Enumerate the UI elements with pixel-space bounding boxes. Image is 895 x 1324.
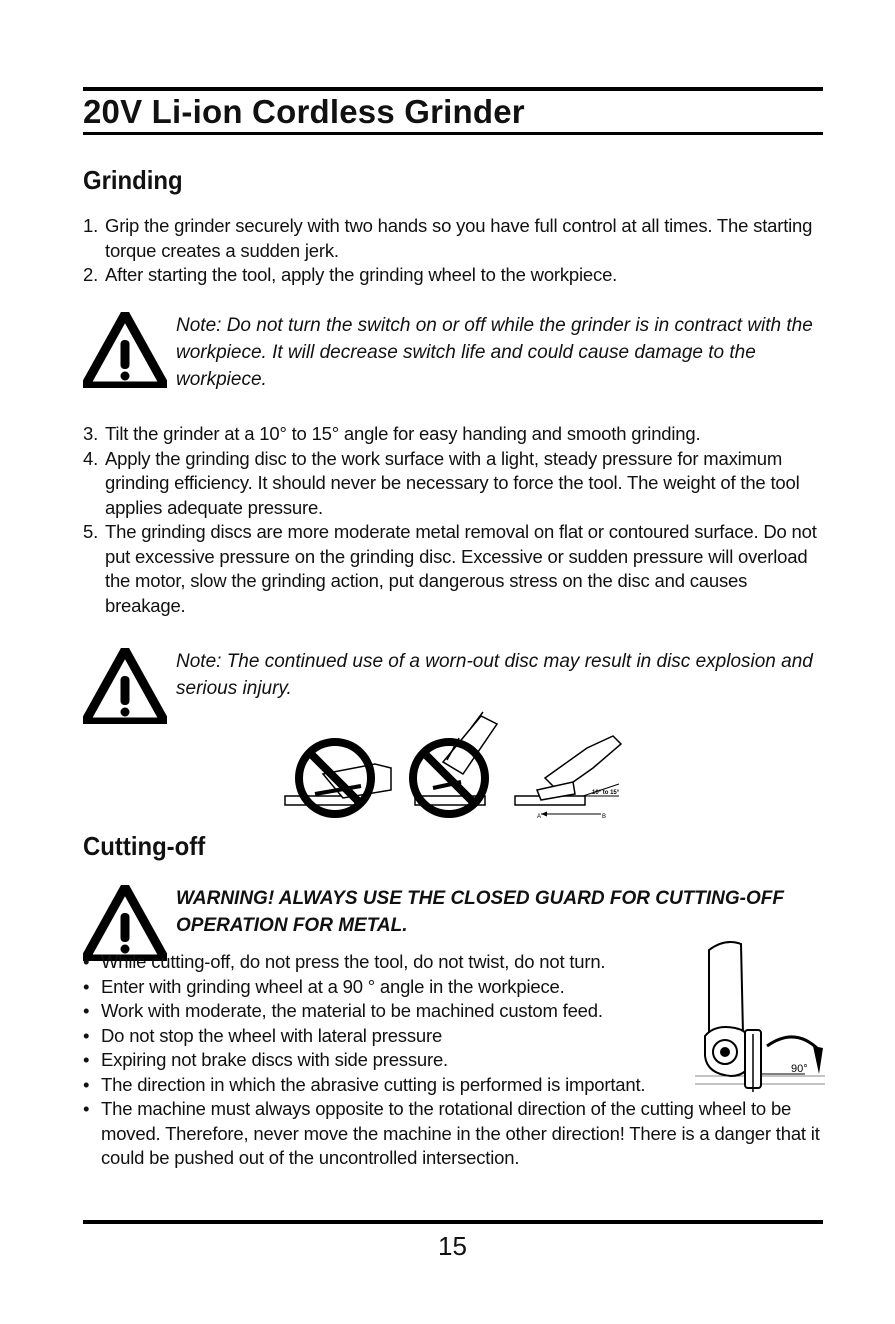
bullet-symbol: • [83, 1000, 90, 1021]
note-text: Note: Do not turn the switch on or off while the grinder is in contract with the workpiece. It will decrease switch life and could cause damage to the workpiece. [176, 315, 813, 390]
step-text: Grip the grinder securely with two hands so you have full control at all times. The starting torque creates a sudden jerk. [105, 215, 813, 261]
grinding-steps-part1 [83, 214, 828, 288]
step-text: After starting the tool, apply the grinding wheel to the workpiece. [105, 264, 618, 285]
page-number: 15 [438, 1231, 467, 1261]
bullet-symbol: • [83, 1024, 90, 1046]
list-item [83, 1048, 671, 1073]
step-number: 4. [83, 447, 99, 469]
warning-triangle-icon [83, 312, 167, 388]
bullet-symbol: • [83, 1098, 90, 1119]
step-number: 3. [83, 423, 99, 444]
bullet-symbol: • [83, 1073, 90, 1095]
warning-triangle-icon [83, 648, 167, 724]
list-item-text: The machine must always opposite to the rotational direction of the cutting wheel to be moved. Therefore, never move the machine in the other direction! There is a danger that it could be pushed out of the uncontrolled intersection. [101, 1098, 820, 1168]
title-top-rule [83, 87, 823, 91]
cutting-90-degree-illustration [695, 938, 825, 1100]
figure-angle-label: 90° [791, 1063, 808, 1075]
grinding-angle-illustration [283, 708, 643, 820]
list-item-text: Expiring not brake discs with side pressure. [101, 1049, 448, 1070]
bullet-symbol: • [83, 1049, 90, 1070]
list-item [83, 975, 671, 1000]
list-item-text: While cutting-off, do not press the tool, do not twist, do not turn. [101, 951, 606, 972]
list-item-text: Do not stop the wheel with lateral pressure [101, 1024, 443, 1046]
grinding-steps-part2 [83, 422, 828, 618]
section-heading-cutting-off: Cutting-off [83, 831, 206, 861]
bullet-symbol: • [83, 951, 90, 972]
step-number: 2. [83, 264, 99, 285]
figure-label-b: B [602, 814, 607, 820]
warning-text: WARNING! ALWAYS USE THE CLOSED GUARD FOR CUTTING-OFF OPERATION FOR METAL. [176, 888, 784, 936]
list-item-text: Enter with grinding wheel at a 90 ° angle in the workpiece. [101, 975, 565, 997]
correct-position-figure [515, 736, 621, 820]
step-item [83, 520, 828, 618]
list-item-text: Work with moderate, the material to be machined custom feed. [101, 1000, 603, 1021]
step-text: Apply the grinding disc to the work surface with a light, steady pressure for maximum grinding efficiency. It should never be necessary to force the tool. The weight of the tool applies adequate pressure. [105, 447, 800, 518]
step-item [83, 214, 828, 263]
step-item [83, 263, 828, 288]
footer-rule [83, 1220, 823, 1224]
list-item [83, 950, 671, 975]
step-number: 1. [83, 215, 99, 236]
step-item [83, 447, 828, 521]
figure-angle-label: 10° to 15° [592, 790, 620, 796]
list-item-text: The direction in which the abrasive cutting is performed is important. [101, 1073, 646, 1095]
list-item [83, 1097, 828, 1171]
prohibited-position-figure-2 [413, 712, 497, 814]
list-item [83, 1024, 671, 1049]
title-bottom-rule [83, 132, 823, 135]
list-item [83, 999, 671, 1024]
bullet-symbol: • [83, 975, 90, 997]
figure-label-a: A [537, 814, 542, 820]
step-number: 5. [83, 521, 99, 542]
note-text: Note: The continued use of a worn-out disc may result in disc explosion and serious injury. [176, 651, 813, 699]
step-text: Tilt the grinder at a 10° to 15° angle for easy handing and smooth grinding. [105, 423, 701, 444]
document-title: 20V Li-ion Cordless Grinder [83, 93, 525, 130]
section-heading-grinding: Grinding [83, 165, 183, 195]
prohibited-position-figure-1 [285, 742, 391, 814]
step-item [83, 422, 828, 447]
step-text: The grinding discs are more moderate metal removal on flat or contoured surface. Do not put excessive pressure on the grinding disc. Excessive or sudden pressure will overload the motor, slow the grinding action, put dangerous stress on the disc and causes breakage. [105, 521, 817, 616]
